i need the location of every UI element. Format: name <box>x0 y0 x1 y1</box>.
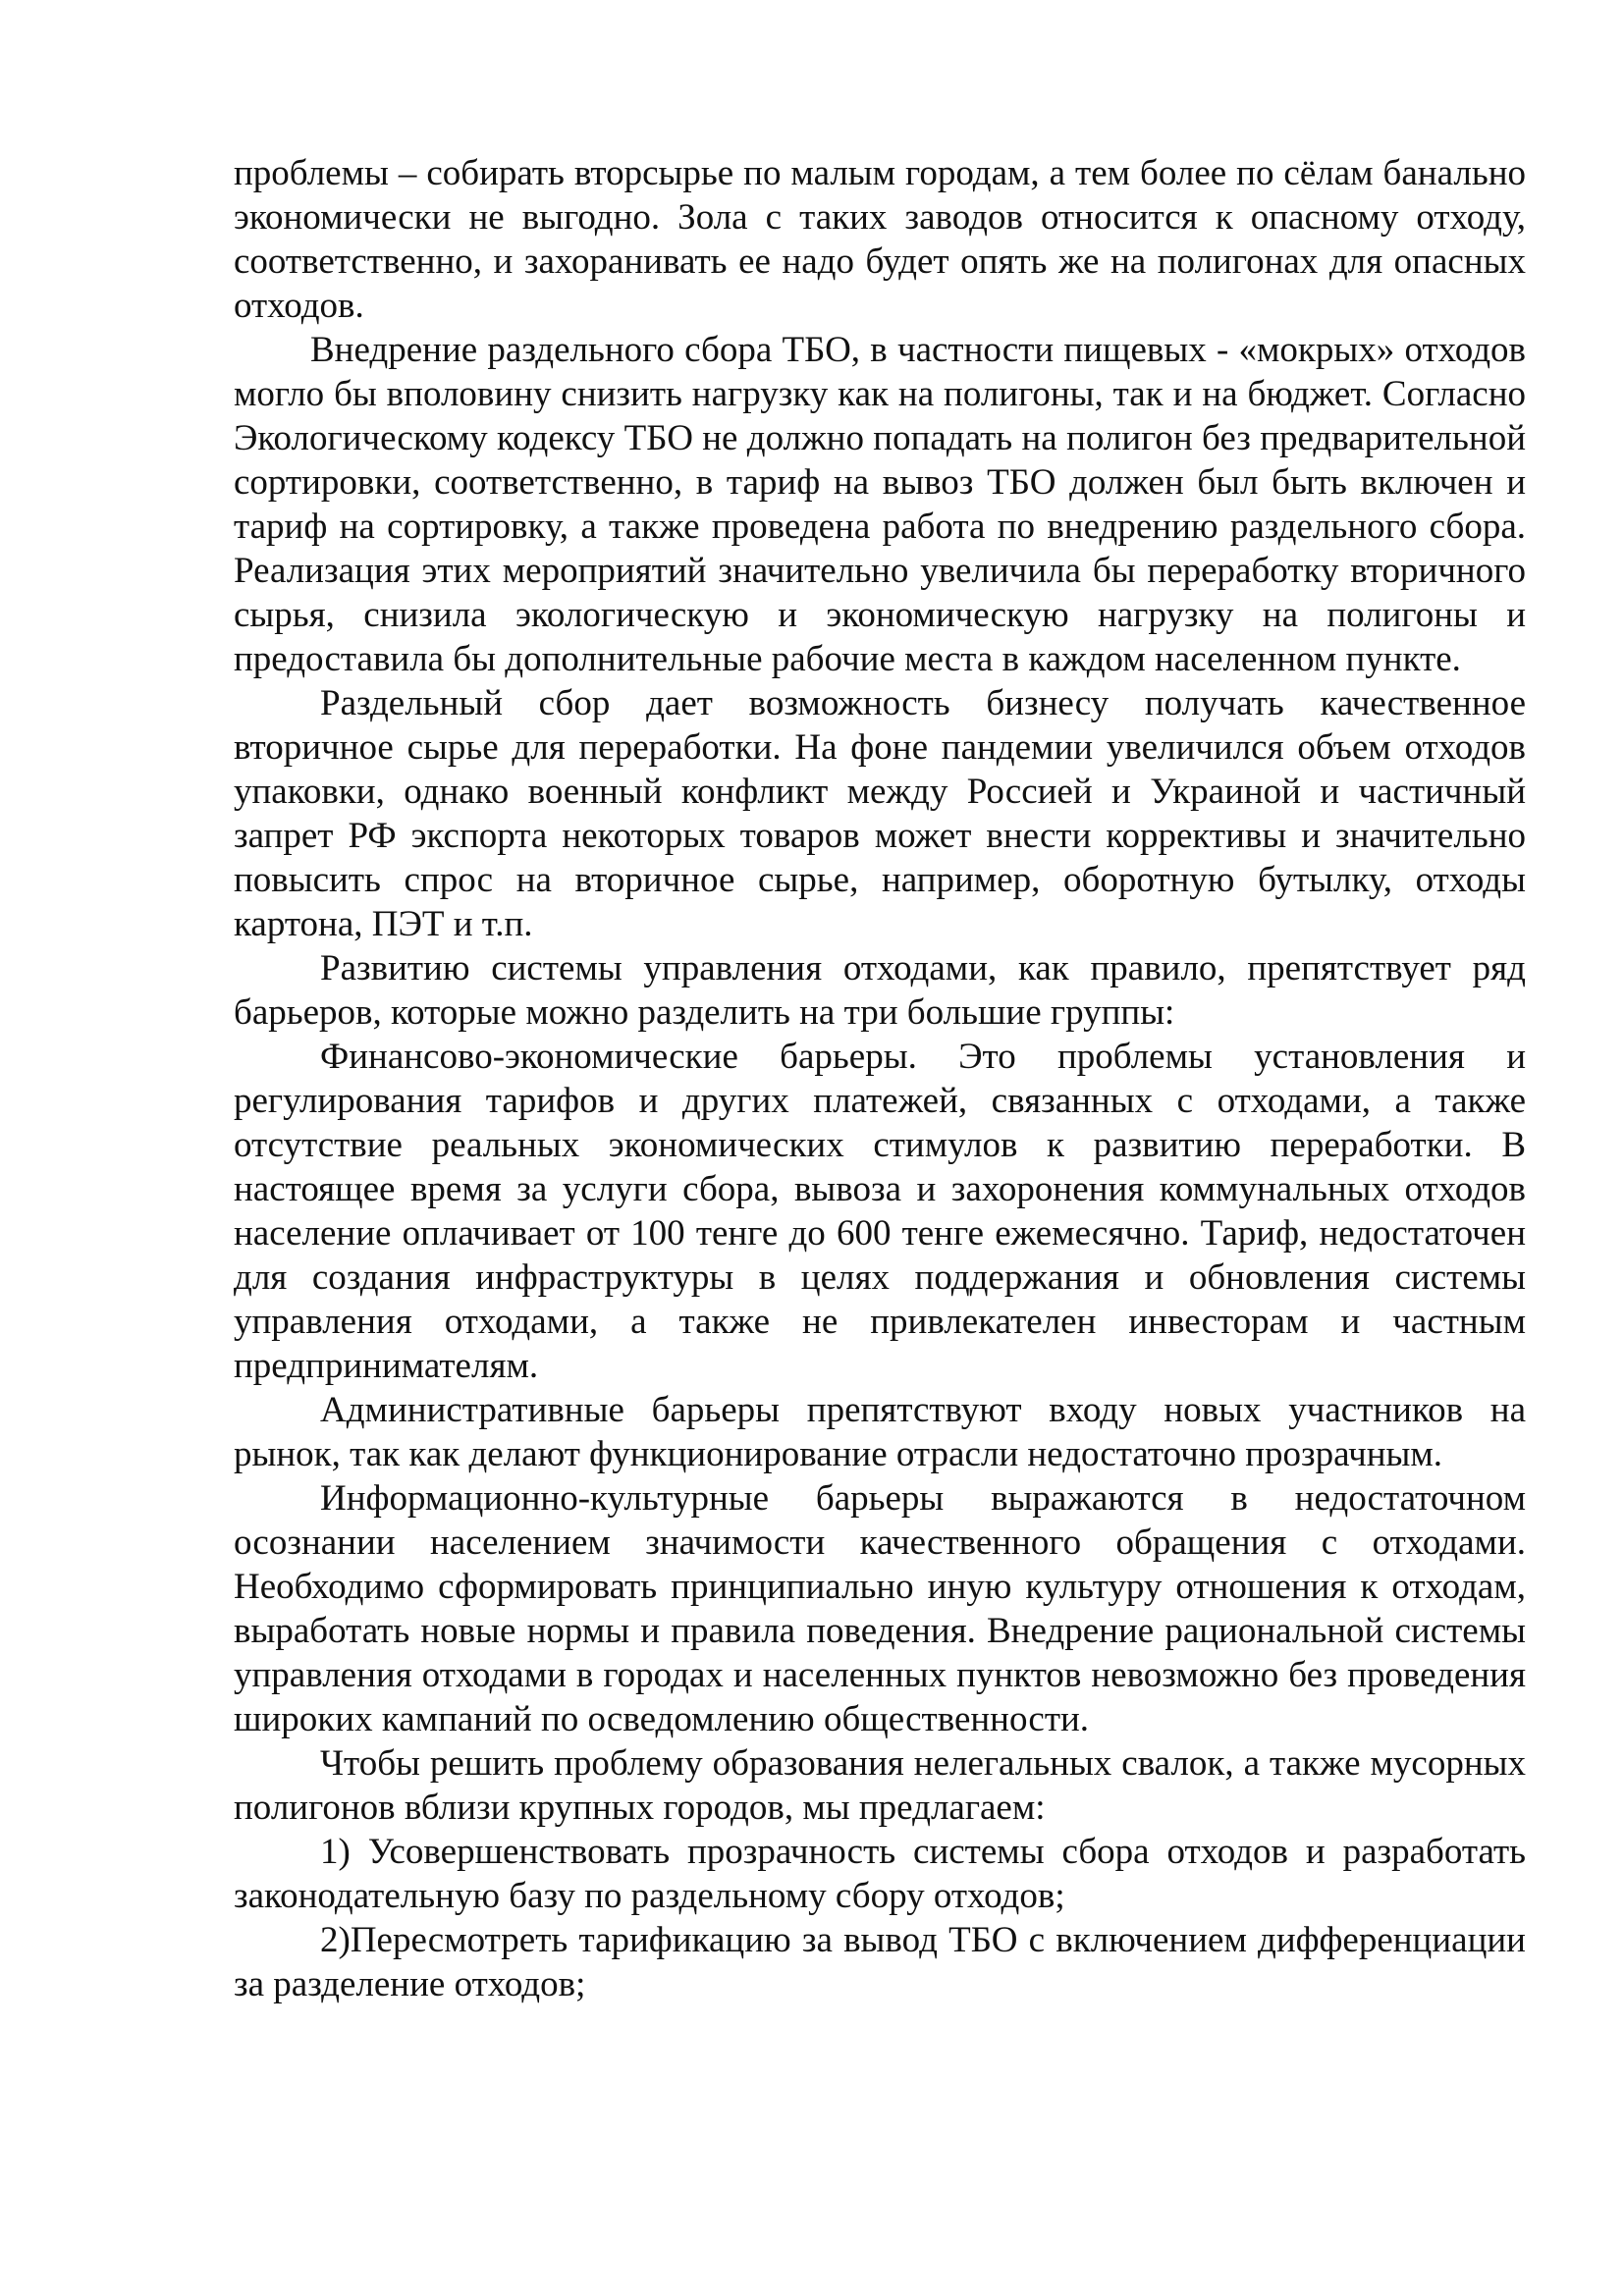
list-item-proposal-1: 1) Усовершенствовать прозрачность системы сбора отходов и разработать законодательную базу по раздельному сбору отходов; <box>234 1832 1526 1916</box>
paragraph-financial-barriers: Финансово-экономические барьеры. Это проблемы установления и регулирования тарифов и других платежей, связанных с отходами, а также отсутствие реальных экономических стимулов к развитию переработки. В настоящее время за услуги сбора, вывоза и захоронения коммунальных отходов население оплачивает от 100 тенге до 600 тенге ежемесячно. Тариф, недостаточен для создания инфраструктуры в целях поддержания и обновления системы управления отходами, а также не привлекателен инвесторам и частным предпринимателям. <box>234 1037 1526 1386</box>
paragraph-proposals-intro: Чтобы решить проблему образования нелегальных свалок, а также мусорных полигонов вблизи крупных городов, мы предлагаем: <box>234 1743 1526 1828</box>
paragraph-separate-collection: Внедрение раздельного сбора ТБО, в частности пищевых - «мокрых» отходов могло бы вполовину снизить нагрузку как на полигоны, так и на бюджет. Согласно Экологическому кодексу ТБО не должно попадать на полигон без предварительной сортировки, соответственно, в тариф на вывоз ТБО должен был быть включен и тариф на сортировку, а также проведена работа по внедрению раздельного сбора. Реализация этих мероприятий значительно увеличила бы переработку вторичного сырья, снизила экологическую и экономическую нагрузку на полигоны и предоставила бы дополнительные рабочие места в каждом населенном пункте. <box>234 330 1526 679</box>
list-item-proposal-2: 2)Пересмотреть тарификацию за вывод ТБО с включением дифференциации за разделение отходов; <box>234 1920 1526 2004</box>
paragraph-administrative-barriers: Административные барьеры препятствуют входу новых участников на рынок, так как делают функционирование отрасли недостаточно прозрачным. <box>234 1390 1526 1474</box>
paragraph-barriers-intro: Развитию системы управления отходами, как правило, препятствует ряд барьеров, которые можно разделить на три большие группы: <box>234 948 1526 1033</box>
document-body <box>234 151 1526 2006</box>
paragraph-information-barriers: Информационно-культурные барьеры выражаются в недостаточном осознании населением значимости качественного обращения с отходами. Необходимо сформировать принципиально иную культуру отношения к отходам, выработать новые нормы и правила поведения. Внедрение рациональной системы управления отходами в городах и населенных пунктов невозможно без проведения широких кампаний по осведомлению общественности. <box>234 1478 1526 1739</box>
paragraph-continuation: проблемы – собирать вторсырье по малым городам, а тем более по сёлам банально экономически не выгодно. Зола с таких заводов относится к опасному отходу, соответственно, и захоранивать ее надо будет опять же на полигонах для опасных отходов. <box>234 153 1526 326</box>
paragraph-business-opportunity: Раздельный сбор дает возможность бизнесу получать качественное вторичное сырье для переработки. На фоне пандемии увеличился объем отходов упаковки, однако военный конфликт между Россией и Украиной и частичный запрет РФ экспорта некоторых товаров может внести коррективы и значительно повысить спрос на вторичное сырье, например, оборотную бутылку, отходы картона, ПЭТ и т.п. <box>234 683 1526 944</box>
